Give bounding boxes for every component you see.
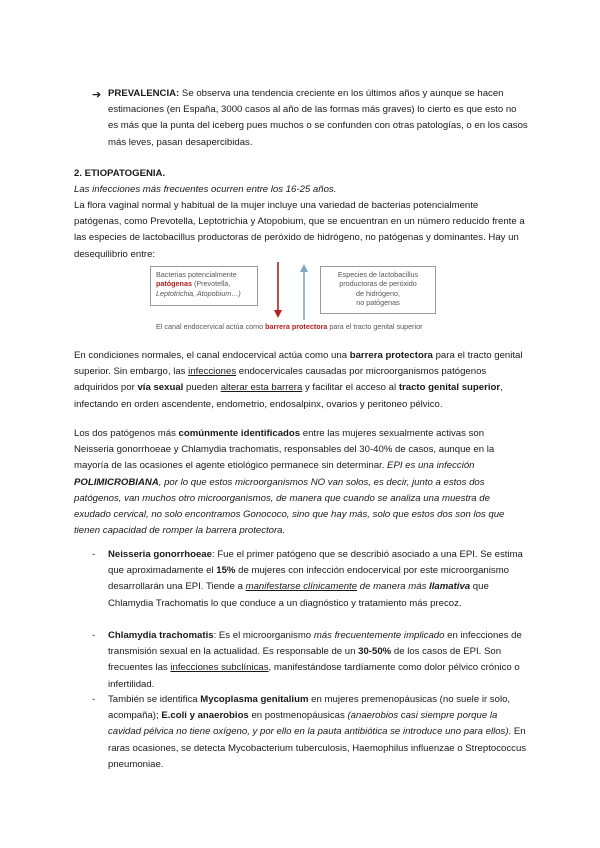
list-item-chlamydia: Chlamydia trachomatis: Es el microorganismo más frecuentemente implicado en infecciones de transmisión sexual en la actualidad. Es responsable de un 30-50% de los casos de EPI. Son frecuentes las infecciones subclínicas, manifestándose tardíamente como dolor pélvico crónico o infertilidad. [108,630,522,690]
prevalencia-label: PREVALENCIA: [108,88,180,99]
list-item-other-pathogens: También se identifica Mycoplasma genitalium en mujeres premenopáusicas (no suele ir solo, acompaña); E.coli y anaerobios en postmenopáusicas (anaerobios casi siempre porque la cavidad pélvica no tiene oxígeno, y por ello en la pauta antibiótica se introduce uno para ellos). En raras ocasiones, se detecta Mycobacterium tuberculosis, Haemophilus influenzae o Streptococcus pneumoniae. [108,694,527,770]
up-arrow-head-icon [300,264,308,272]
list-dash: - [92,694,96,705]
list-item-neisseria: Neisseria gonorrhoeae: Fue el primer patógeno que se describió asociado a una EPI. Se estima que aproximadamente el 15% de mujeres con infección endocervical por este microorganismo desarrollarán una EPI. Tiende a manifestarse clínicamente de manera más llamativa que Chlamydia Trachomatis lo que conduce a un diagnóstico y tratamiento más precoz. [108,549,523,609]
paragraph-pathogens: Los dos patógenos más comúnmente identificados entre las mujeres sexualmente activas son Neisseria gonorrhoeae y Chlamydia trachomatis, responsables del 30-40% de casos, aunque en la mayoría de las ocasiones el agente etiológico permanece sin determinar. EPI es una infección POLIMICROBIANA, por lo que estos microorganismos NO van solos, es decir, junto a estos dos patógenos, van muchos otro microorganismos, de manera que cuando se analiza una muestra de exudado cervical, no solo encontramos Gonococo, sino que hay más, solo que estos dos son los que tienen capacidad de romper la barrera protectora. [74,428,505,537]
section-italic-line: Las infecciones más frecuentes ocurren entre los 16-25 años. [74,184,337,195]
prevalencia-paragraph: PREVALENCIA: Se observa una tendencia creciente en los últimos años y aunque se hacen estimaciones (en España, 3000 casos al año de las formas más graves) lo cierto es que esto no es más que la punta del iceberg pues muchos o se confunden con otras patologías, o en los casos más leves, pasan desapercibidas. [108,88,528,148]
section-heading: 2. ETIOPATOGENIA. [74,168,166,179]
down-arrow-head-icon [274,310,282,318]
paragraph-barrier: En condiciones normales, el canal endocervical actúa como una barrera protectora para el tracto genital superior. Sin embargo, las infecciones endocervicales causadas por microorganismos patógenos adquiridos por vía sexual pueden alterar esta barrera y facilitar el acceso al tracto genital superior, infectando en orden ascendente, endometrio, endosalpinx, ovarios y peritoneo pélvico. [74,350,523,410]
section-intro: La flora vaginal normal y habitual de la mujer incluye una variedad de bacterias potencialmente patógenas, como Prevotella, Leptotrichia y Atopobium, que se encuentran en un número reducido frente a las especies de lactobacillus productoras de peróxido de hidrógeno, no patógenas y dominantes. Hay un desequilibrio entre: [74,200,525,260]
arrow-bullet-icon: ➔ [92,89,102,101]
list-dash: - [92,630,96,641]
list-dash: - [92,549,96,560]
lactobacillus-box: Especies de lactobacillus productoras de peróxido de hidrógeno, no patógenas [320,266,436,314]
balance-arrows [268,260,314,322]
pathogen-box: Bacterias potencialmente patógenas (Prevotella, Leptotrichia, Atopobium…) [150,266,258,306]
figure-caption: El canal endocervical actúa como barrera protectora para el tracto genital superior [156,322,423,331]
balance-figure [150,260,450,334]
